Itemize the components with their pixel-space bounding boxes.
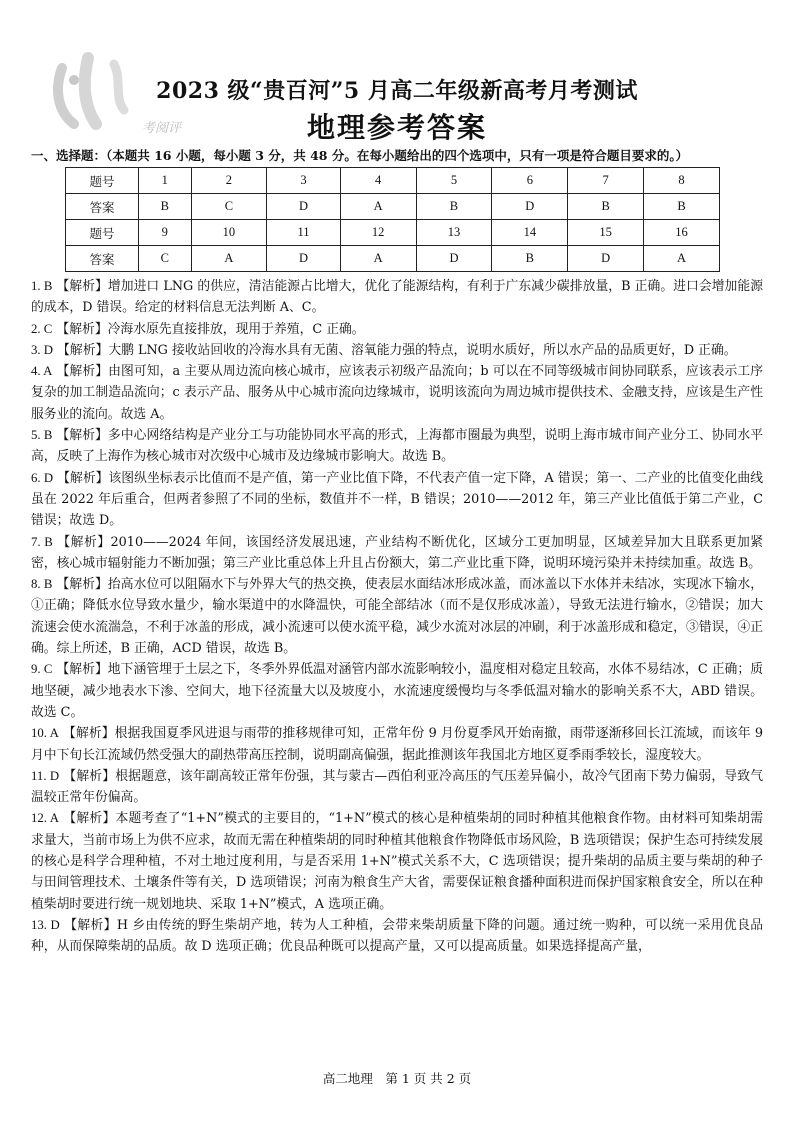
question-number: 7. B: [31, 534, 53, 549]
explanation-text: 冷海水原先直接排放，现用于养殖，C 正确。: [107, 321, 365, 337]
question-number: 6. D: [31, 470, 54, 485]
row-label: 题号: [66, 168, 139, 194]
explanation-tag: 【解析】: [57, 470, 109, 486]
answer-cell: C: [191, 194, 267, 220]
answer-cell: 2: [191, 168, 267, 194]
explanation-tag: 【解析】: [56, 321, 108, 337]
explanation-text: 2010——2024 年间，该国经济发展迅速，产业结构不断优化，区域分工更加明显，区域差异加大且联系更加紧密，核心城市辐射能力不断加强；第三产业比重总体上升且占份额大，第二产业比重下降，说明环境污染并未持续加重。故选 B。: [31, 534, 764, 571]
answer-cell: D: [568, 246, 644, 272]
answer-cell: D: [416, 246, 492, 272]
answer-cell: D: [267, 194, 340, 220]
answer-cell: 3: [267, 168, 340, 194]
explanation-tag: 【解析】: [57, 342, 109, 358]
answer-cell: A: [191, 246, 267, 272]
explanation-text: 根据题意，该年副高较正常年份强，其与蒙古—西伯利亚冷高压的气压差异偏小，故冷气团南下势力偏弱，导致气温较正常年份偏高。: [31, 768, 763, 806]
answer-cell: 7: [568, 168, 644, 194]
answer-cell: D: [492, 194, 568, 220]
answer-table-row: [66, 168, 720, 194]
answer-cell: D: [267, 246, 340, 272]
explanation-tag: 【解析】: [57, 534, 111, 550]
row-label: 题号: [66, 220, 139, 246]
answer-cell: 5: [416, 168, 492, 194]
explanation-item: [31, 276, 763, 319]
answer-cell: 6: [492, 168, 568, 194]
question-number: 3. D: [31, 342, 54, 357]
explanation-tag: 【解析】: [56, 428, 108, 444]
explanation-text: 根据我国夏季风进退与雨带的推移规律可知，正常年份 9 月份夏季风开始南撤，雨带逐渐移回长江流域，而该年 9 月中下旬长江流域仍然受强大的副热带高压控制，说明副高偏强，据此推测该年我国北方地区夏季雨季较长，湿度较大。: [31, 726, 764, 763]
question-number: 1. B: [31, 279, 53, 293]
explanation-item: [31, 723, 763, 766]
answer-cell: B: [416, 194, 492, 220]
explanation-item: [31, 766, 763, 809]
explanation-text: 本题考查了“1+N”模式的主要目的，“1+N”模式的核心是种植柴胡的同时种植其他粮食作物。由材料可知柴胡需求量大，当前市场上为供不应求，故而无需在种植柴胡的同时种植其他粮食作物降低市场风险，B 选项错误；保护生态可持续发展的核心是科学合理种植，不对土地过度利用，与是否采用 1+N”模式关系不大，C 选项错误；提升柴胡的品质主要与柴胡的种子与田间管理技术、土壤条件等有关，D 选项错误；河南为粮食生产大省，需要保证粮食播种面积进而保护国家粮食安全，所以在种植柴胡时要进行统一规划地块、采取 1+N”模式，A 选项正确。: [31, 811, 764, 912]
answer-cell: 13: [416, 220, 492, 246]
explanation-item: [31, 659, 763, 723]
answer-table: [65, 167, 720, 272]
explanation-text: 地下涵管埋于土层之下，冬季外界低温对涵管内部水流影响较小，温度相对稳定且较高，水体不易结冰，C 正确；质地坚硬，减少地表水下渗、空间大，地下径流量大以及坡度小，水流速度缓慢均与冬季低温对输水的影响关系不大，ABD 错误。故选 C。: [31, 662, 764, 720]
question-number: 2. C: [31, 321, 53, 336]
page-footer: 高二地理 第 1 页 共 2 页: [322, 1071, 472, 1086]
answer-table-row: [66, 246, 720, 272]
answer-cell: 1: [139, 168, 192, 194]
question-number: 10. A: [31, 726, 59, 741]
logo-text: 考阅评: [142, 121, 182, 136]
explanation-item: [31, 340, 763, 361]
explanation-item: [31, 425, 763, 468]
answer-cell: B: [139, 194, 192, 220]
row-label: 答案: [66, 194, 139, 220]
answer-cell: B: [568, 194, 644, 220]
explanation-tag: 【解析】: [56, 662, 108, 678]
explanation-item: [31, 574, 763, 659]
explanation-text: 增加进口 LNG 的供应，清洁能源占比增大，优化了能源结构，有利于广东减少碳排放量，B 正确。进口会增加能源的成本，D 错误。给定的材料信息无法判断 A、C。: [31, 279, 764, 316]
answer-table-row: [66, 220, 720, 246]
answer-cell: 15: [568, 220, 644, 246]
answer-cell: A: [340, 246, 416, 272]
page-title: 地理参考答案: [306, 111, 487, 144]
question-number: 12. A: [31, 811, 59, 826]
answer-cell: 8: [644, 168, 720, 194]
answer-cell: A: [644, 246, 720, 272]
answer-cell: C: [139, 246, 192, 272]
explanation-tag: 【解析】: [63, 768, 116, 784]
answer-table-row: [66, 194, 720, 220]
answer-cell: 4: [340, 168, 416, 194]
section-heading-choice: 一、选择题：（本题共 16 小题，每小题 3 分，共 48 分。在每小题给出的四个选项中，只有一项是符合题目要求的。）: [31, 148, 689, 163]
answer-cell: 11: [267, 220, 340, 246]
answer-cell: 9: [139, 220, 192, 246]
question-number: 9. C: [31, 662, 53, 677]
explanation-text: 由图可知，a 主要从周边流向核心城市，应该表示初级产品流向；b 可以在不同等级城市间协同联系，应该表示工序复杂的加工制造品流向；c 表示产品、服务从中心城市流向边缘城市，说明该流向为周边城市提供技术、金融支持，应该是生产性服务业的流向。故选 A。: [31, 364, 763, 422]
question-number: 4. A: [31, 364, 53, 379]
answer-cell: 16: [644, 220, 720, 246]
explanation-tag: 【解析】: [63, 726, 115, 742]
explanation-item: [31, 532, 763, 575]
explanation-tag: 【解析】: [64, 917, 117, 933]
explanation-item: [31, 468, 763, 532]
explanation-text: 该图纵坐标表示比值而不是产值，第一产业比值下降，不代表产值一定下降，A 错误；第一、二产业的比值变化曲线虽在 2022 年后重合，但两者参照了不同的坐标，数值并不一样，B 错误；2010——2012 年，第三产业比值低于第二产业，C 错误；故选 D。: [31, 470, 764, 529]
explanation-item: [31, 319, 763, 340]
explanation-text: H 乡由传统的野生柴胡产地，转为人工种植，会带来柴胡质量下降的问题。通过统一购种，可以统一采用优良品种，从而保障柴胡的品质。故 D 选项正确；优良品种既可以提高产量，又可以提高质量。如果选择提高产量，: [31, 917, 764, 955]
explanation-tag: 【解析】: [63, 811, 116, 827]
explanation-text: 大鹏 LNG 接收站回收的冷海水具有无菌、溶氧能力强的特点，说明水质好，所以水产品的品质更好，D 正确。: [108, 342, 737, 358]
explanation-item: [31, 361, 763, 425]
explanation-text: 多中心网络结构是产业分工与功能协同水平高的形式，上海都市圈最为典型，说明上海市城市间产业分工、协同水平高，反映了上海作为核心城市对次级中心城市及边缘城市影响大。故选 B。: [31, 428, 764, 465]
answer-cell: A: [340, 194, 416, 220]
explanation-tag: 【解析】: [56, 577, 108, 593]
question-number: 8. B: [31, 577, 53, 592]
answer-cell: 12: [340, 220, 416, 246]
answer-cell: 14: [492, 220, 568, 246]
explanation-tag: 【解析】: [56, 364, 109, 380]
explanation-item: [31, 915, 763, 958]
answer-cell: B: [492, 246, 568, 272]
answer-cell: 10: [191, 220, 267, 246]
explanation-item: [31, 808, 763, 914]
row-label: 答案: [66, 246, 139, 272]
question-number: 5. B: [31, 428, 53, 443]
explanation-text: 抬高水位可以阻隔水下与外界大气的热交换，使表层水面结冰形成冰盖，而冰盖以下水体并未结冰，实现冰下输水，①正确；降低水位导致水量少，输水渠道中的水降温快，可能全部结冰（而不是仅形成冰盖），导致无法进行输水，②错误；加大流速会使水流湍急，不利于冰盖的形成，减小流速可以使水流平稳，减少水流对冰层的冲刷，利于冰盖形成和稳定，③错误，④正确。综上所述，B 正确，ACD 错误，故选 B。: [31, 577, 764, 657]
explanations: [31, 276, 763, 958]
exam-title: 2023 级“贵百河”5 月高二年级新高考月考测试: [156, 78, 638, 104]
answer-cell: B: [644, 194, 720, 220]
question-number: 11. D: [31, 768, 60, 783]
question-number: 13. D: [31, 917, 60, 932]
explanation-tag: 【解析】: [56, 279, 108, 294]
